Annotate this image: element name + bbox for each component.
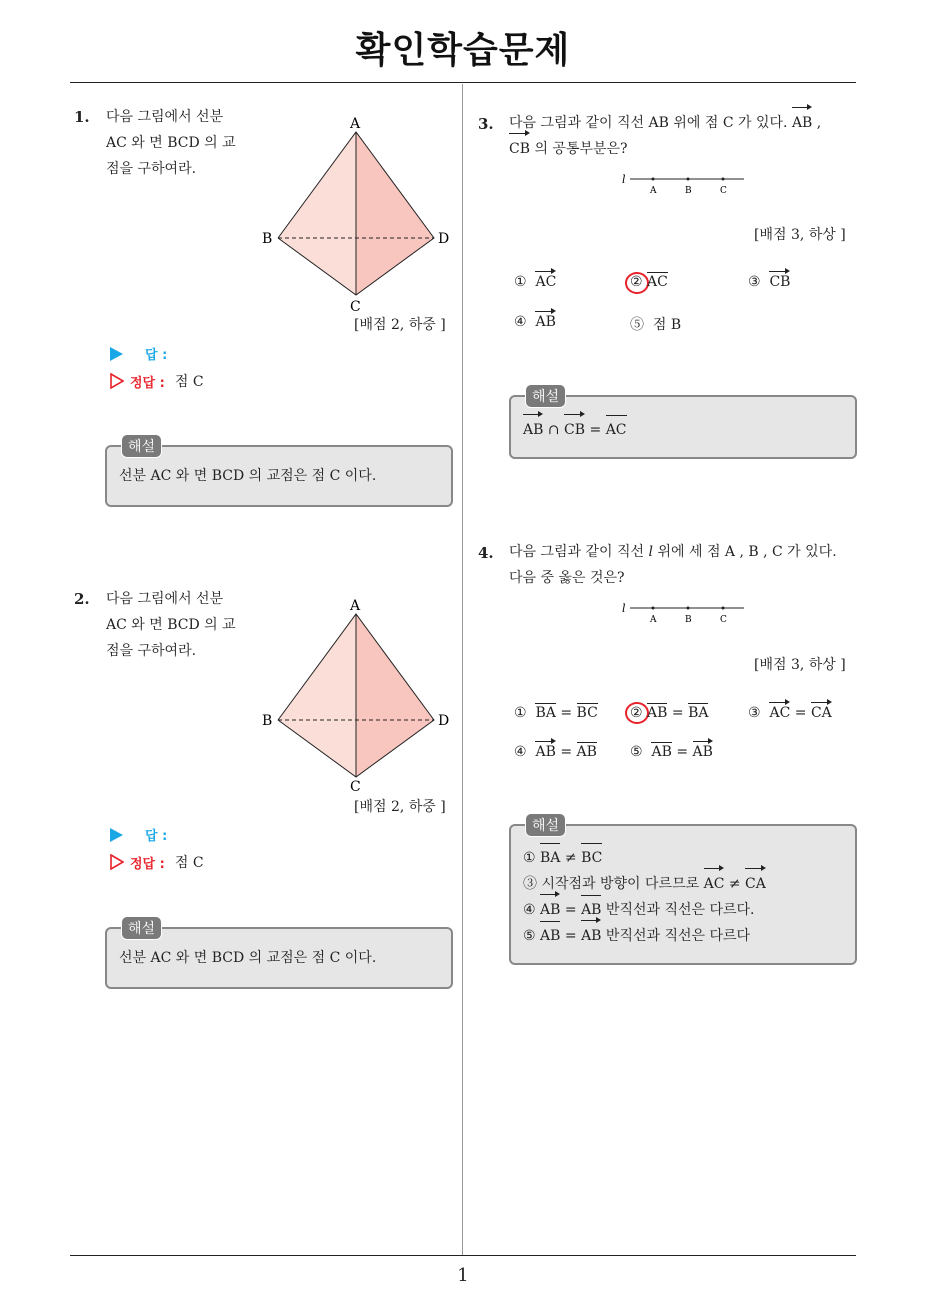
q1-correct-row [110, 371, 204, 391]
q3-line-b: B [685, 186, 692, 196]
q1-correct-value: 점 C [174, 374, 204, 390]
q4-explanation-tag: 해설 [525, 813, 566, 837]
q2-score: [배점 2, 하중 ] [354, 799, 446, 815]
q4-explanation-box [509, 818, 857, 965]
q4-option-4[interactable]: ④ AB = AB [514, 744, 597, 760]
q3-option-2[interactable]: ② AC [630, 274, 668, 290]
q3-line-l: l [622, 173, 626, 186]
q4-option-5[interactable]: ⑤ AB = AB [630, 744, 713, 760]
q4-line-a: A [650, 615, 657, 625]
q4-text-line-1: 다음 그림과 같이 직선 l 위에 세 점 A , B , C 가 있다. [509, 544, 837, 560]
q4-line-b: B [685, 615, 692, 625]
q2-correct-label: 정답 : [130, 856, 165, 872]
q2-answer-row [110, 825, 167, 844]
column-divider [462, 84, 463, 1256]
q3-option-5[interactable]: ⑤ 점 B [630, 317, 682, 333]
q4-line-l: l [622, 602, 626, 615]
q4-number: 4. [478, 544, 494, 562]
q2-label-c: C [350, 779, 361, 794]
q3-text-line-1: 다음 그림과 같이 직선 AB 위에 점 C 가 있다. AB , [509, 110, 861, 136]
q1-score: [배점 2, 하중 ] [354, 317, 446, 333]
q1-label-d: D [438, 231, 450, 247]
q3-option-4[interactable]: ④ AB [514, 314, 556, 330]
q1-text-line: 점을 구하여라. [106, 161, 197, 177]
q2-label-b: B [262, 713, 273, 729]
q3-option-1[interactable]: ① AC [514, 274, 557, 290]
q3-number: 3. [478, 115, 494, 133]
outline-triangle-icon [110, 854, 124, 870]
vector-ab: AB [792, 110, 812, 136]
q3-text-line-2: CB 의 공통부분은? [509, 136, 861, 162]
q3-line-c: C [720, 186, 727, 196]
play-triangle-icon [110, 828, 123, 842]
q4-score: [배점 3, 하상 ] [754, 657, 846, 673]
q4-explanation-line: ④ AB = AB 반직선과 직선은 다르다. [523, 897, 855, 923]
q4-explanation-text [511, 826, 855, 949]
q1-text-line: 다음 그림에서 선분 [106, 109, 224, 125]
q2-explanation-text: 선분 AC 와 면 BCD 의 교점은 점 C 이다. [119, 950, 377, 966]
q2-number: 2. [74, 590, 90, 608]
q2-text-line: 다음 그림에서 선분 [106, 591, 224, 607]
vector-cb: CB [509, 136, 530, 162]
q2-text-line: 점을 구하여라. [106, 643, 197, 659]
q1-number: 1. [74, 108, 90, 126]
q4-text [509, 539, 861, 591]
q1-tetrahedron-figure [258, 112, 458, 312]
q1-explanation-tag: 해설 [121, 434, 162, 458]
q4-option-1[interactable]: ① BA = BC [514, 705, 598, 721]
q2-label-a: A [350, 598, 361, 614]
bottom-rule [70, 1255, 856, 1256]
q1-text-line: AC 와 면 BCD 의 교 [106, 135, 236, 151]
q3-explanation-text: AB ∩ CB = AC [511, 397, 855, 443]
page-number: 1 [457, 1265, 469, 1286]
q3-line-figure [618, 170, 750, 198]
q4-text-line-2: 다음 중 옳은 것은? [509, 570, 625, 586]
q3-explanation-box [509, 389, 857, 459]
q2-correct-row [110, 852, 204, 872]
q4-explanation-line: ① BA ≠ BC [523, 845, 855, 871]
q3-line-a: A [650, 186, 657, 196]
q1-label-a: A [350, 116, 361, 132]
q1-answer-row [110, 344, 167, 363]
q4-explanation-line: ⑤ AB = AB 반직선과 직선은 다르다 [523, 923, 855, 949]
q2-tetrahedron-figure [258, 594, 458, 794]
q1-explanation-box [105, 439, 453, 507]
q2-correct-value: 점 C [174, 855, 204, 871]
q2-answer-label: 답 : [145, 829, 168, 844]
q1-explanation-text: 선분 AC 와 면 BCD 의 교점은 점 C 이다. [119, 468, 377, 484]
q1-label-c: C [350, 299, 361, 312]
top-rule [70, 82, 856, 83]
q4-option-3[interactable]: ③ AC = CA [748, 705, 832, 721]
q3-option-3[interactable]: ③ CB [748, 274, 791, 290]
outline-triangle-icon [110, 373, 124, 389]
q2-explanation-box [105, 921, 453, 989]
q1-label-b: B [262, 231, 273, 247]
q4-explanation-line: ③ 시작점과 방향이 다르므로 AC ≠ CA [523, 871, 855, 897]
play-triangle-icon [110, 347, 123, 361]
q4-option-2[interactable]: ② AB = BA [630, 705, 709, 721]
q3-explanation-tag: 해설 [525, 384, 566, 408]
q2-text [106, 586, 236, 664]
q3-score: [배점 3, 하상 ] [754, 227, 846, 243]
q2-text-line: AC 와 면 BCD 의 교 [106, 617, 236, 633]
q1-answer-label: 답 : [145, 348, 168, 363]
q2-explanation-tag: 해설 [121, 916, 162, 940]
q3-text [509, 110, 861, 162]
q4-line-figure [618, 600, 750, 628]
q4-line-c: C [720, 615, 727, 625]
page-title: 확인학습문제 [355, 30, 571, 71]
q1-correct-label: 정답 : [130, 375, 165, 391]
q1-text [106, 104, 236, 182]
q2-label-d: D [438, 713, 450, 729]
